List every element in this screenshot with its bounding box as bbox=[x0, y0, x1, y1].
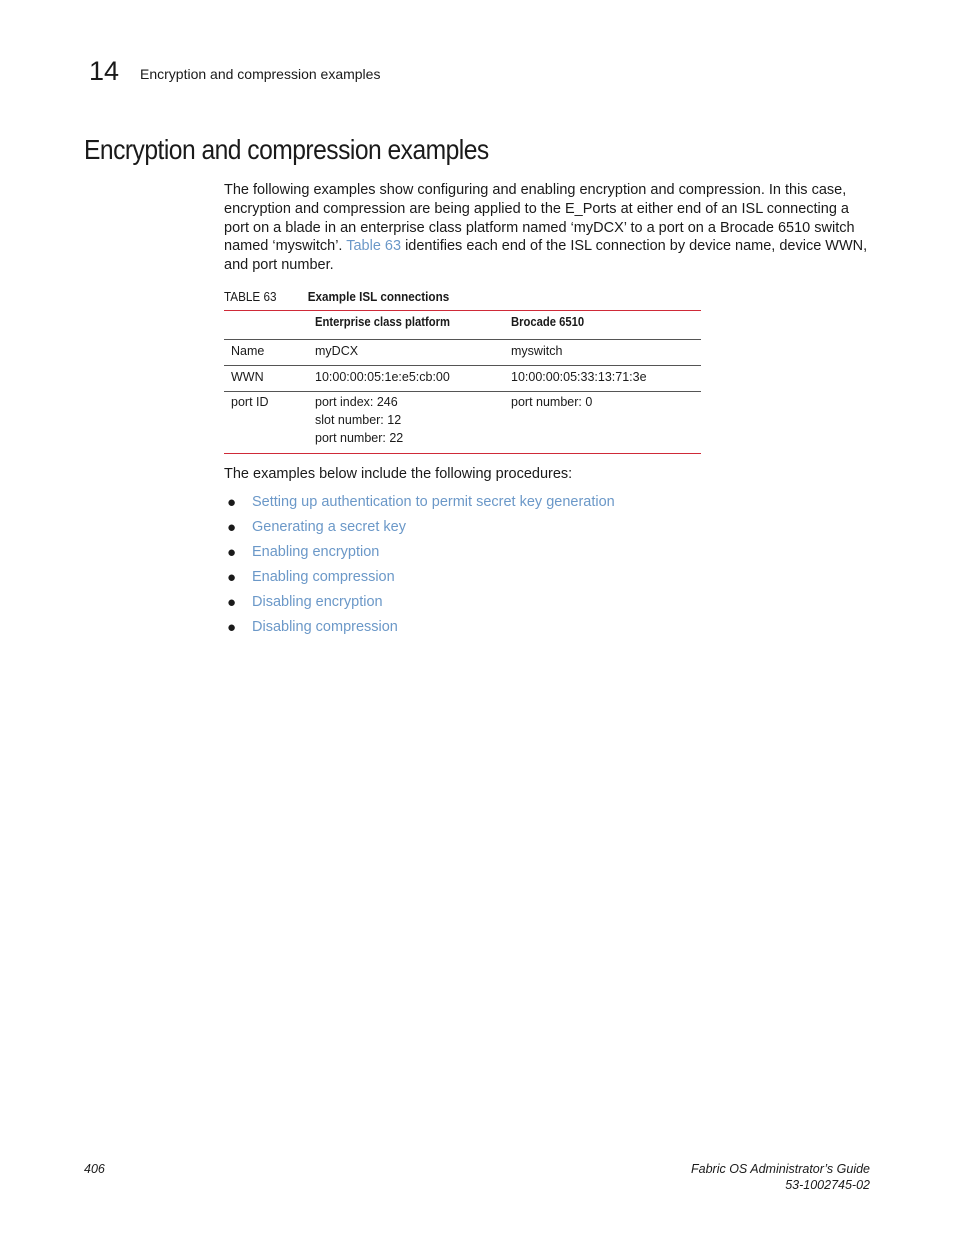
bullet-icon: ● bbox=[227, 594, 237, 611]
cell-brocade-port-number: port number: 0 bbox=[511, 395, 593, 409]
procedure-link-disable-compression[interactable]: Disabling compression bbox=[252, 619, 398, 635]
bullet-icon: ● bbox=[227, 569, 237, 586]
bullet-icon: ● bbox=[227, 519, 237, 536]
procedure-link-secret-key[interactable]: Generating a secret key bbox=[252, 519, 406, 535]
row-label-port-id: port ID bbox=[231, 395, 269, 409]
cell-enterprise-wwn: 10:00:00:05:1e:e5:cb:00 bbox=[315, 370, 450, 384]
table-top-rule bbox=[224, 310, 701, 311]
row-divider bbox=[224, 365, 701, 366]
bullet-icon: ● bbox=[227, 619, 237, 636]
cell-enterprise-slot-number: slot number: 12 bbox=[315, 413, 402, 427]
cell-brocade-wwn: 10:00:00:05:33:13:71:3e bbox=[511, 370, 647, 384]
footer-page-number: 406 bbox=[84, 1162, 105, 1176]
bullet-icon: ● bbox=[227, 544, 237, 561]
row-label-name: Name bbox=[231, 344, 265, 358]
procedure-link-authentication[interactable]: Setting up authentication to permit secret key generation bbox=[252, 494, 615, 510]
running-header-title: Encryption and compression examples bbox=[140, 66, 381, 82]
procedures-intro: The examples below include the following procedures: bbox=[224, 466, 573, 482]
footer-document-info bbox=[691, 1161, 870, 1193]
cell-brocade-name: myswitch bbox=[511, 344, 563, 358]
procedure-link-disable-encryption[interactable]: Disabling encryption bbox=[252, 594, 383, 610]
row-divider bbox=[224, 391, 701, 392]
chapter-number: 14 bbox=[89, 56, 120, 86]
intro-paragraph bbox=[224, 181, 874, 275]
bullet-icon: ● bbox=[227, 494, 237, 511]
table-bottom-rule bbox=[224, 453, 701, 454]
page-title: Encryption and compression examples bbox=[84, 134, 489, 165]
footer-guide-title: Fabric OS Administrator’s Guide bbox=[691, 1162, 870, 1176]
procedure-link-enable-encryption[interactable]: Enabling encryption bbox=[252, 544, 380, 560]
intro-text-start: The following examples show configuring and enabling encryption and compression. In this case, encryption and compression are being applied to the E_Ports at either end of an ISL connecting a port on a blade in an enterprise class platform named ‘myDCX’ to a port on a Brocade 6510 switch named ‘myswitch’. bbox=[224, 182, 855, 255]
footer-doc-number: 53-1002745-02 bbox=[785, 1178, 870, 1192]
cell-enterprise-name: myDCX bbox=[315, 344, 359, 358]
row-label-wwn: WWN bbox=[231, 370, 264, 384]
intro-text-end: identifies each end of the ISL connection by device name, device WWN, and port number. bbox=[224, 238, 868, 274]
table-63-link[interactable]: Table 63 bbox=[346, 238, 402, 255]
procedure-link-enable-compression[interactable]: Enabling compression bbox=[252, 569, 395, 585]
row-divider bbox=[224, 339, 701, 340]
cell-enterprise-port-number: port number: 22 bbox=[315, 431, 404, 445]
cell-enterprise-port-index: port index: 246 bbox=[315, 395, 398, 409]
column-header-brocade: Brocade 6510 bbox=[511, 315, 585, 329]
table-caption-number: TABLE 63 bbox=[224, 289, 277, 304]
table-caption-title: Example ISL connections bbox=[307, 289, 450, 304]
table-caption bbox=[224, 288, 449, 306]
column-header-enterprise: Enterprise class platform bbox=[315, 315, 451, 329]
